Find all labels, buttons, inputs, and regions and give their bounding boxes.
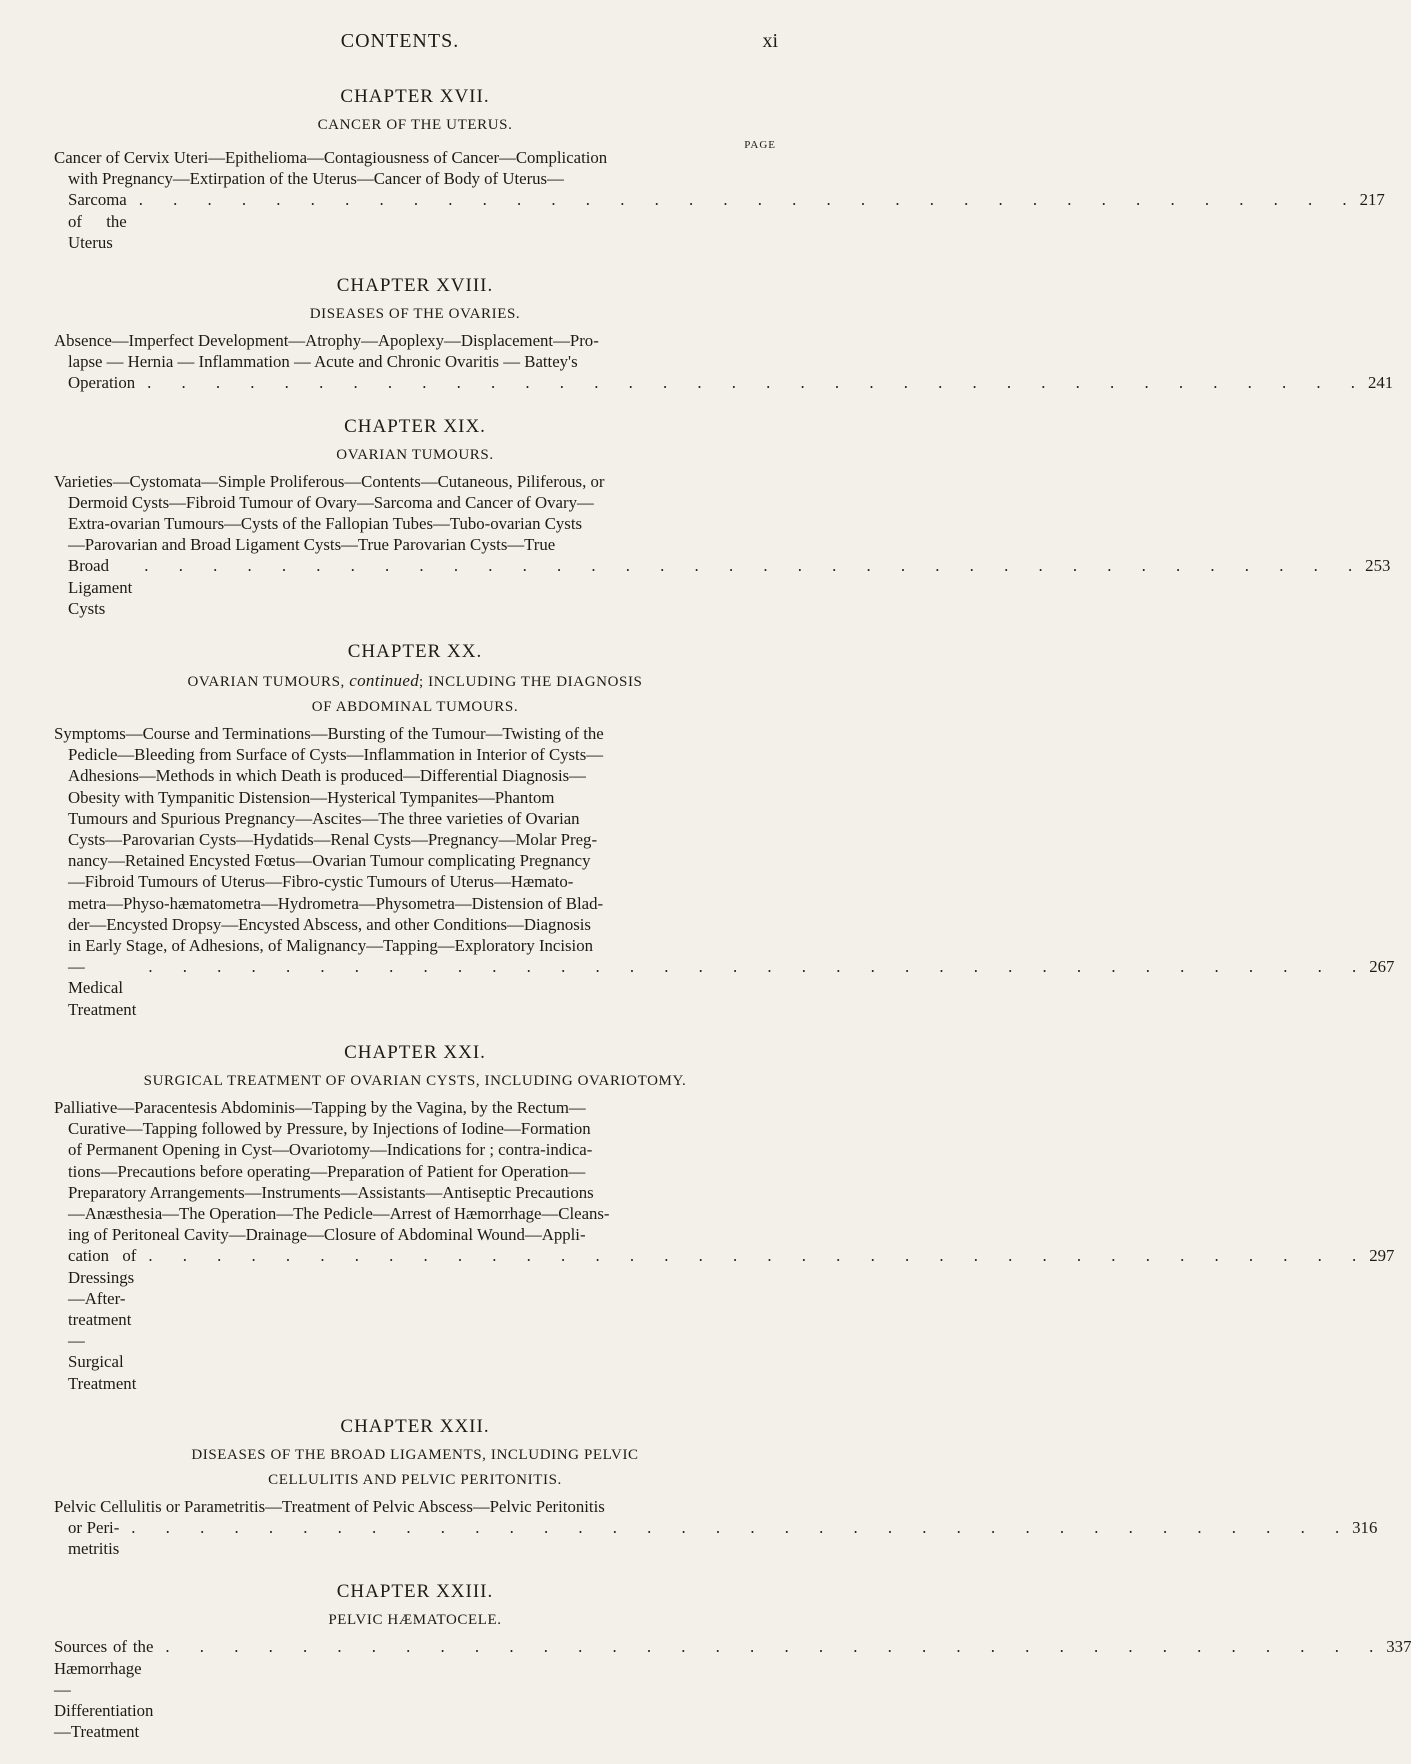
- page-reference: 316: [1352, 1517, 1378, 1537]
- chapter-topics: [54, 1097, 1395, 1394]
- topic-last-line: [54, 189, 1385, 253]
- chapter-subtitle: OVARIAN TUMOURS.: [336, 446, 494, 463]
- topic-line: Tumours and Spurious Pregnancy—Ascites—The three varieties of Ovarian: [68, 808, 580, 828]
- topic-line: —Medical Treatment: [68, 957, 137, 1019]
- topic-line: Preparatory Arrangements—Instruments—Assistants—Antiseptic Precautions: [68, 1182, 594, 1202]
- topic-line: Pelvic Cellulitis or Parametritis—Treatment of Pelvic Abscess—Pelvic Peritonitis: [54, 1496, 605, 1516]
- page-reference: 337: [1386, 1637, 1411, 1657]
- chapter-subtitle: DISEASES OF THE OVARIES.: [309, 306, 521, 323]
- chapter-entry: [54, 1041, 1395, 1394]
- topic-line: Pedicle—Bleeding from Surface of Cysts—Inflammation in Interior of Cysts—: [68, 745, 604, 765]
- topic-line: Sources of the Hæmorrhage—Differentiation—Treatment: [54, 1637, 154, 1742]
- topic-line: Sarcoma of the Uterus: [68, 190, 127, 252]
- dot-leader: . . . . . . . . . . . . . . . . . . . . . . . . . . . . . . . . . . . .: [131, 1517, 1353, 1537]
- topic-line: der—Encysted Dropsy—Encysted Abscess, and other Conditions—Diagnosis: [68, 914, 591, 934]
- topic-line: Palliative—Paracentesis Abdominis—Tapping by the Vagina, by the Rectum—: [54, 1097, 586, 1117]
- running-title: CONTENTS.: [340, 30, 460, 52]
- page-reference: 253: [1365, 556, 1391, 576]
- chapter-subtitle: CANCER OF THE UTERUS.: [317, 117, 513, 133]
- topic-line: Broad Ligament Cysts: [68, 556, 133, 618]
- topic-last-line: [54, 372, 1394, 393]
- chapter-topics: [54, 723, 1395, 1020]
- dot-leader: . . . . . . . . . . . . . . . . . . . . . . . . . . . . . . . . . . . .: [165, 1637, 1387, 1657]
- chapter-topics: [54, 1496, 1378, 1560]
- chapter-entry: [54, 641, 1395, 1020]
- topic-last-line: [54, 1636, 1411, 1742]
- topic-line: —Parovarian and Broad Ligament Cysts—True Parovarian Cysts—True: [68, 535, 556, 555]
- topic-line: of Permanent Opening in Cyst—Ovariotomy—Indications for ; contra-indica-: [68, 1140, 593, 1160]
- topic-line: Curative—Tapping followed by Pressure, by Injections of Iodine—Formation: [68, 1119, 591, 1139]
- topic-line: nancy—Retained Encysted Fœtus—Ovarian Tumour complicating Pregnancy: [68, 851, 591, 871]
- topic-line: cation of Dressings—After-treatment—Surgical Treatment: [68, 1246, 137, 1393]
- page-number: xi: [762, 30, 778, 52]
- topic-line: Obesity with Tympanitic Distension—Hysterical Tympanites—Phantom: [68, 787, 555, 807]
- topic-line: Symptoms—Course and Terminations—Bursting of the Tumour—Twisting of the: [54, 724, 604, 744]
- dot-leader: . . . . . . . . . . . . . . . . . . . . . . . . . . . . . . . . . . . .: [147, 373, 1368, 393]
- chapter-subtitle: OVARIAN TUMOURS, continued; INCLUDING THE DIAGNOSIS: [187, 671, 643, 691]
- chapter-subtitle: PELVIC HÆMATOCELE.: [328, 1612, 502, 1629]
- chapter-heading: CHAPTER XVIII.: [336, 275, 494, 297]
- topic-line: metra—Physo-hæmatometra—Hydrometra—Physometra—Distension of Blad-: [68, 893, 604, 913]
- topic-line: Cancer of Cervix Uteri—Epithelioma—Contagiousness of Cancer—Complication: [54, 148, 608, 167]
- topic-last-line: [54, 1517, 1378, 1559]
- topic-line: Cysts—Parovarian Cysts—Hydatids—Renal Cysts—Pregnancy—Molar Preg-: [68, 830, 598, 850]
- topic-last-line: [54, 956, 1395, 1020]
- topic-line: Adhesions—Methods in which Death is produced—Differential Diagnosis—: [68, 766, 586, 786]
- chapter-heading: CHAPTER XXII.: [340, 1415, 490, 1437]
- topic-line: or Peri-metritis: [68, 1517, 120, 1559]
- chapter-heading: CHAPTER XXIII.: [336, 1581, 494, 1603]
- chapter-subtitle: SURGICAL TREATMENT OF OVARIAN CYSTS, INCLUDING OVARIOTOMY.: [143, 1072, 687, 1089]
- dot-leader: . . . . . . . . . . . . . . . . . . . . . . . . . . . . . . . . . . . .: [148, 957, 1370, 977]
- chapter-topics: [54, 1636, 1411, 1742]
- contents-body: [54, 86, 1411, 1764]
- page-reference: 217: [1359, 190, 1385, 210]
- page-column-label: PAGE: [744, 139, 776, 151]
- chapter-heading: CHAPTER XIX.: [344, 415, 486, 437]
- topic-line: —Fibroid Tumours of Uterus—Fibro-cystic Tumours of Uterus—Hæmato-: [68, 872, 574, 892]
- topic-line: ing of Peritoneal Cavity—Drainage—Closure of Abdominal Wound—Appli-: [68, 1225, 586, 1245]
- page-reference: 241: [1367, 373, 1394, 393]
- topic-line: Operation: [68, 373, 136, 393]
- chapter-heading: CHAPTER XXI.: [344, 1041, 486, 1063]
- topic-line: with Pregnancy—Extirpation of the Uterus—Cancer of Body of Uterus—: [68, 169, 564, 189]
- chapter-subtitle: OF ABDOMINAL TUMOURS.: [311, 699, 519, 716]
- topic-last-line: [54, 555, 1391, 619]
- dot-leader: . . . . . . . . . . . . . . . . . . . . . . . . . . . . . . . . . . . .: [138, 190, 1360, 210]
- page-reference: 267: [1369, 957, 1395, 977]
- topic-line: Absence—Imperfect Development—Atrophy—Apoplexy—Displacement—Pro-: [54, 331, 599, 351]
- chapter-topics: [54, 471, 1391, 619]
- chapter-heading: CHAPTER XX.: [347, 641, 483, 663]
- chapter-topics: [54, 147, 1385, 253]
- chapter-entry: [54, 1415, 1378, 1560]
- topic-line: tions—Precautions before operating—Preparation of Patient for Operation—: [68, 1161, 586, 1181]
- topic-line: Extra-ovarian Tumours—Cysts of the Fallopian Tubes—Tubo-ovarian Cysts: [68, 514, 583, 534]
- running-header: [0, 30, 800, 60]
- topic-line: Varieties—Cystomata—Simple Proliferous—Contents—Cutaneous, Piliferous, or: [54, 471, 605, 491]
- topic-last-line: [54, 1245, 1395, 1393]
- dot-leader: . . . . . . . . . . . . . . . . . . . . . . . . . . . . . . . . . . . .: [144, 556, 1366, 576]
- topic-line: lapse — Hernia — Inflammation — Acute and Chronic Ovaritis — Battey's: [68, 352, 578, 372]
- dot-leader: . . . . . . . . . . . . . . . . . . . . . . . . . . . . . . . . . . . .: [148, 1246, 1370, 1266]
- chapter-entry: [54, 275, 1394, 394]
- chapter-entry: [54, 1581, 1411, 1742]
- topic-line: in Early Stage, of Adhesions, of Malignancy—Tapping—Exploratory Incision: [68, 936, 594, 956]
- chapter-entry: [54, 86, 1385, 253]
- chapter-subtitle: CELLULITIS AND PELVIC PERITONITIS.: [268, 1471, 562, 1488]
- page-reference: 297: [1369, 1246, 1395, 1266]
- chapter-entry: [54, 415, 1391, 619]
- topic-line: —Anæsthesia—The Operation—The Pedicle—Arrest of Hæmorrhage—Cleans-: [68, 1203, 610, 1223]
- chapter-topics: [54, 330, 1394, 394]
- chapter-heading: CHAPTER XVII.: [340, 86, 490, 107]
- topic-line: Dermoid Cysts—Fibroid Tumour of Ovary—Sarcoma and Cancer of Ovary—: [68, 492, 594, 512]
- chapter-subtitle: DISEASES OF THE BROAD LIGAMENTS, INCLUDING PELVIC: [191, 1446, 639, 1463]
